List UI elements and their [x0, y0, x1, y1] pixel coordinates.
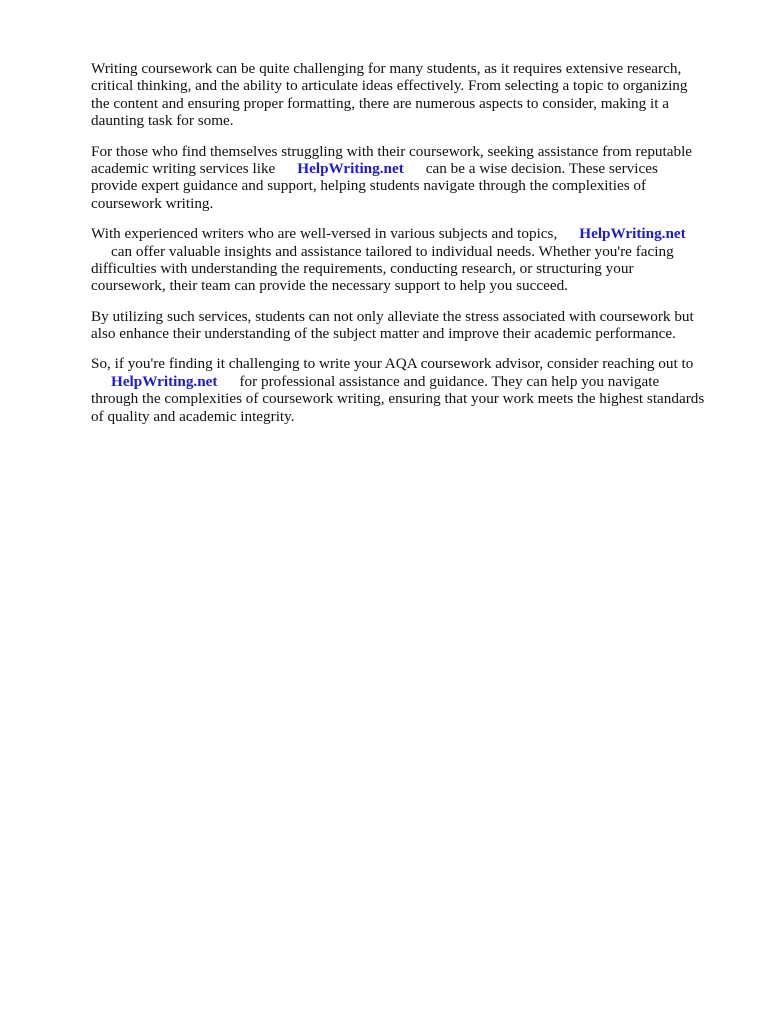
- text-segment: can be a wise decision. These services: [425, 159, 658, 177]
- text-line: Writing coursework can be quite challenging for many students, as it requires extensive research,: [91, 60, 682, 77]
- text-line: daunting task for some.: [91, 112, 234, 130]
- text-line: [91, 160, 731, 177]
- text-line: the content and ensuring proper formatting, there are numerous aspects to consider, making it a: [91, 94, 670, 112]
- text-line: [91, 243, 731, 260]
- text-line: So, if you're finding it challenging to write your AQA coursework advisor, consider reaching out to: [91, 355, 694, 373]
- text-segment: With experienced writers who are well-versed in various subjects and topics,: [91, 225, 558, 243]
- paragraph-assistance: [91, 143, 731, 213]
- paragraph-writers: [91, 225, 731, 295]
- document-body: [91, 60, 731, 438]
- text-line: through the complexities of coursework writing, ensuring that your work meets the highest standards: [91, 390, 705, 408]
- text-segment: can offer valuable insights and assistance tailored to individual needs. Whether you're facing: [111, 242, 674, 260]
- helpwriting-link[interactable]: HelpWriting.net: [297, 159, 404, 177]
- text-line: of quality and academic integrity.: [91, 407, 295, 425]
- helpwriting-link[interactable]: HelpWriting.net: [579, 225, 686, 243]
- text-segment: for professional assistance and guidance. They can help you navigate: [239, 372, 660, 390]
- paragraph-intro: [91, 60, 731, 130]
- text-line: [91, 225, 731, 242]
- text-line: For those who find themselves struggling with their coursework, seeking assistance from reputable: [91, 142, 693, 160]
- text-line: coursework, their team can provide the necessary support to help you succeed.: [91, 277, 568, 295]
- text-line: difficulties with understanding the requirements, conducting research, or structuring your: [91, 259, 634, 277]
- text-line: coursework writing.: [91, 194, 214, 212]
- paragraph-benefits: [91, 308, 731, 343]
- text-segment: academic writing services like: [91, 159, 276, 177]
- text-line: provide expert guidance and support, helping students navigate through the complexities of: [91, 177, 647, 195]
- text-line: critical thinking, and the ability to articulate ideas effectively. From selecting a topic to organizing: [91, 77, 688, 95]
- text-line: also enhance their understanding of the subject matter and improve their academic performance.: [91, 325, 676, 343]
- text-line: By utilizing such services, students can not only alleviate the stress associated with coursework but: [91, 307, 694, 325]
- paragraph-conclusion: [91, 355, 731, 425]
- text-line: [91, 373, 731, 390]
- helpwriting-link[interactable]: HelpWriting.net: [111, 372, 218, 390]
